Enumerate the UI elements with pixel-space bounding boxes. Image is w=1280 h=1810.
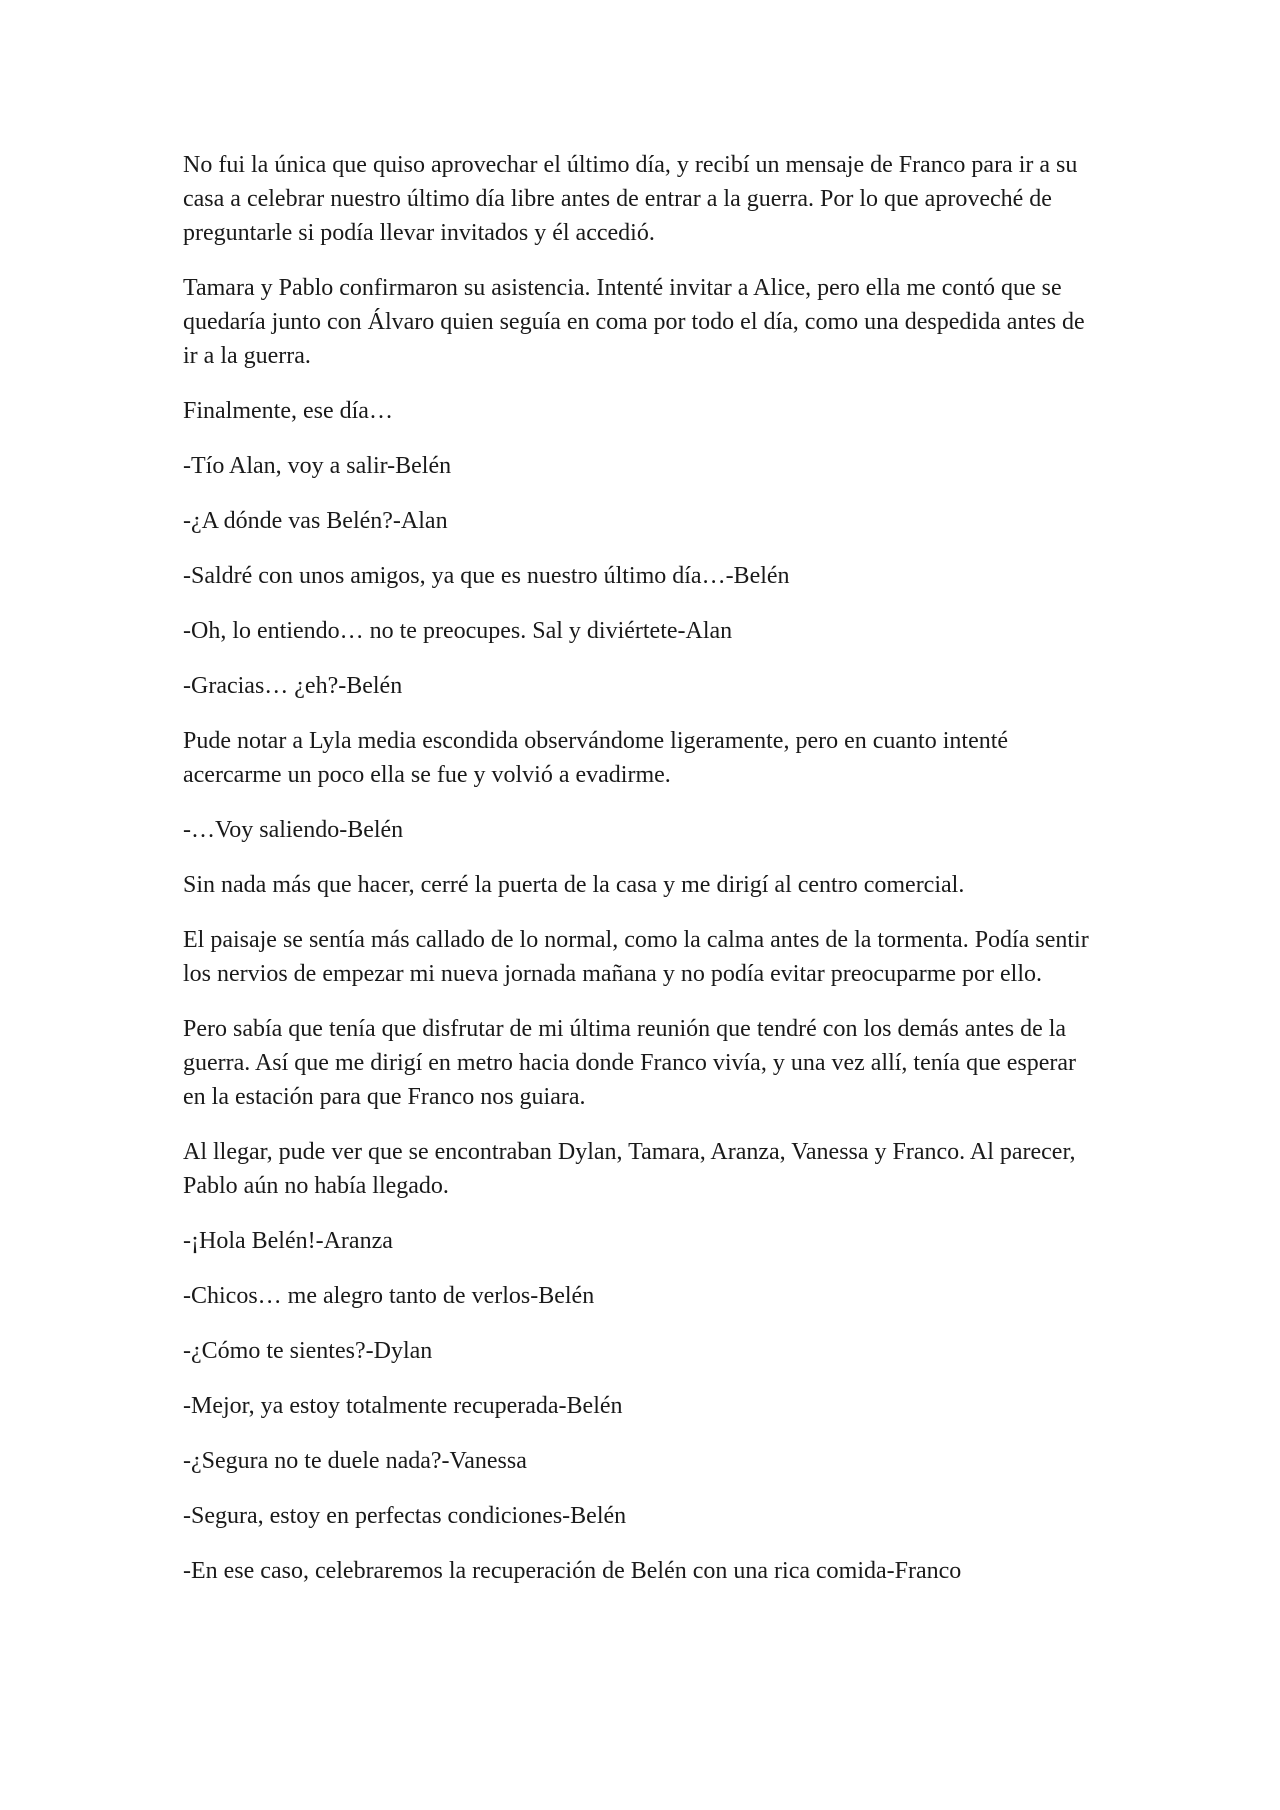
- dialogue-line: -¿Cómo te sientes?-Dylan: [183, 1338, 433, 1364]
- dialogue-line: -…Voy saliendo-Belén: [183, 817, 404, 843]
- dialogue-line: -¡Hola Belén!-Aranza: [183, 1228, 393, 1254]
- document-body: [183, 148, 1098, 1588]
- paragraph: Finalmente, ese día…: [183, 398, 393, 424]
- dialogue-line: -Gracias… ¿eh?-Belén: [183, 673, 403, 699]
- dialogue-line: -¿Segura no te duele nada?-Vanessa: [183, 1448, 527, 1474]
- dialogue-line: -Oh, lo entiendo… no te preocupes. Sal y diviértete-Alan: [183, 618, 733, 644]
- paragraph: Pude notar a Lyla media escondida observándome ligeramente, pero en cuanto intenté acercarme un poco ella se fue y volvió a evadirme.: [183, 728, 1009, 788]
- dialogue-line: -Mejor, ya estoy totalmente recuperada-Belén: [183, 1393, 623, 1419]
- paragraph: El paisaje se sentía más callado de lo normal, como la calma antes de la tormenta. Podía sentir los nervios de empezar mi nueva jornada mañana y no podía evitar preocuparme por ello.: [183, 927, 1089, 987]
- dialogue-line: -Segura, estoy en perfectas condiciones-Belén: [183, 1503, 627, 1529]
- dialogue-line: -Saldré con unos amigos, ya que es nuestro último día…-Belén: [183, 563, 790, 589]
- dialogue-line: -¿A dónde vas Belén?-Alan: [183, 508, 448, 534]
- paragraph: Al llegar, pude ver que se encontraban Dylan, Tamara, Aranza, Vanessa y Franco. Al parecer, Pablo aún no había llegado.: [183, 1139, 1076, 1199]
- dialogue-line: -Tío Alan, voy a salir-Belén: [183, 453, 452, 479]
- dialogue-line: -Chicos… me alegro tanto de verlos-Belén: [183, 1283, 595, 1309]
- paragraph: Pero sabía que tenía que disfrutar de mi última reunión que tendré con los demás antes de la guerra. Así que me dirigí en metro hacia donde Franco vivía, y una vez allí, tenía que esperar en la estación para que Franco nos guiara.: [183, 1016, 1077, 1110]
- dialogue-line: -En ese caso, celebraremos la recuperación de Belén con una rica comida-Franco: [183, 1558, 962, 1584]
- paragraph: Tamara y Pablo confirmaron su asistencia. Intenté invitar a Alice, pero ella me contó que se quedaría junto con Álvaro quien seguía en coma por todo el día, como una despedida antes de ir a la guerra.: [183, 275, 1085, 369]
- paragraph: Sin nada más que hacer, cerré la puerta de la casa y me dirigí al centro comercial.: [183, 872, 965, 898]
- paragraph: No fui la única que quiso aprovechar el último día, y recibí un mensaje de Franco para ir a su casa a celebrar nuestro último día libre antes de entrar a la guerra. Por lo que aproveché de preguntarle si podía llevar invitados y él accedió.: [183, 152, 1078, 246]
